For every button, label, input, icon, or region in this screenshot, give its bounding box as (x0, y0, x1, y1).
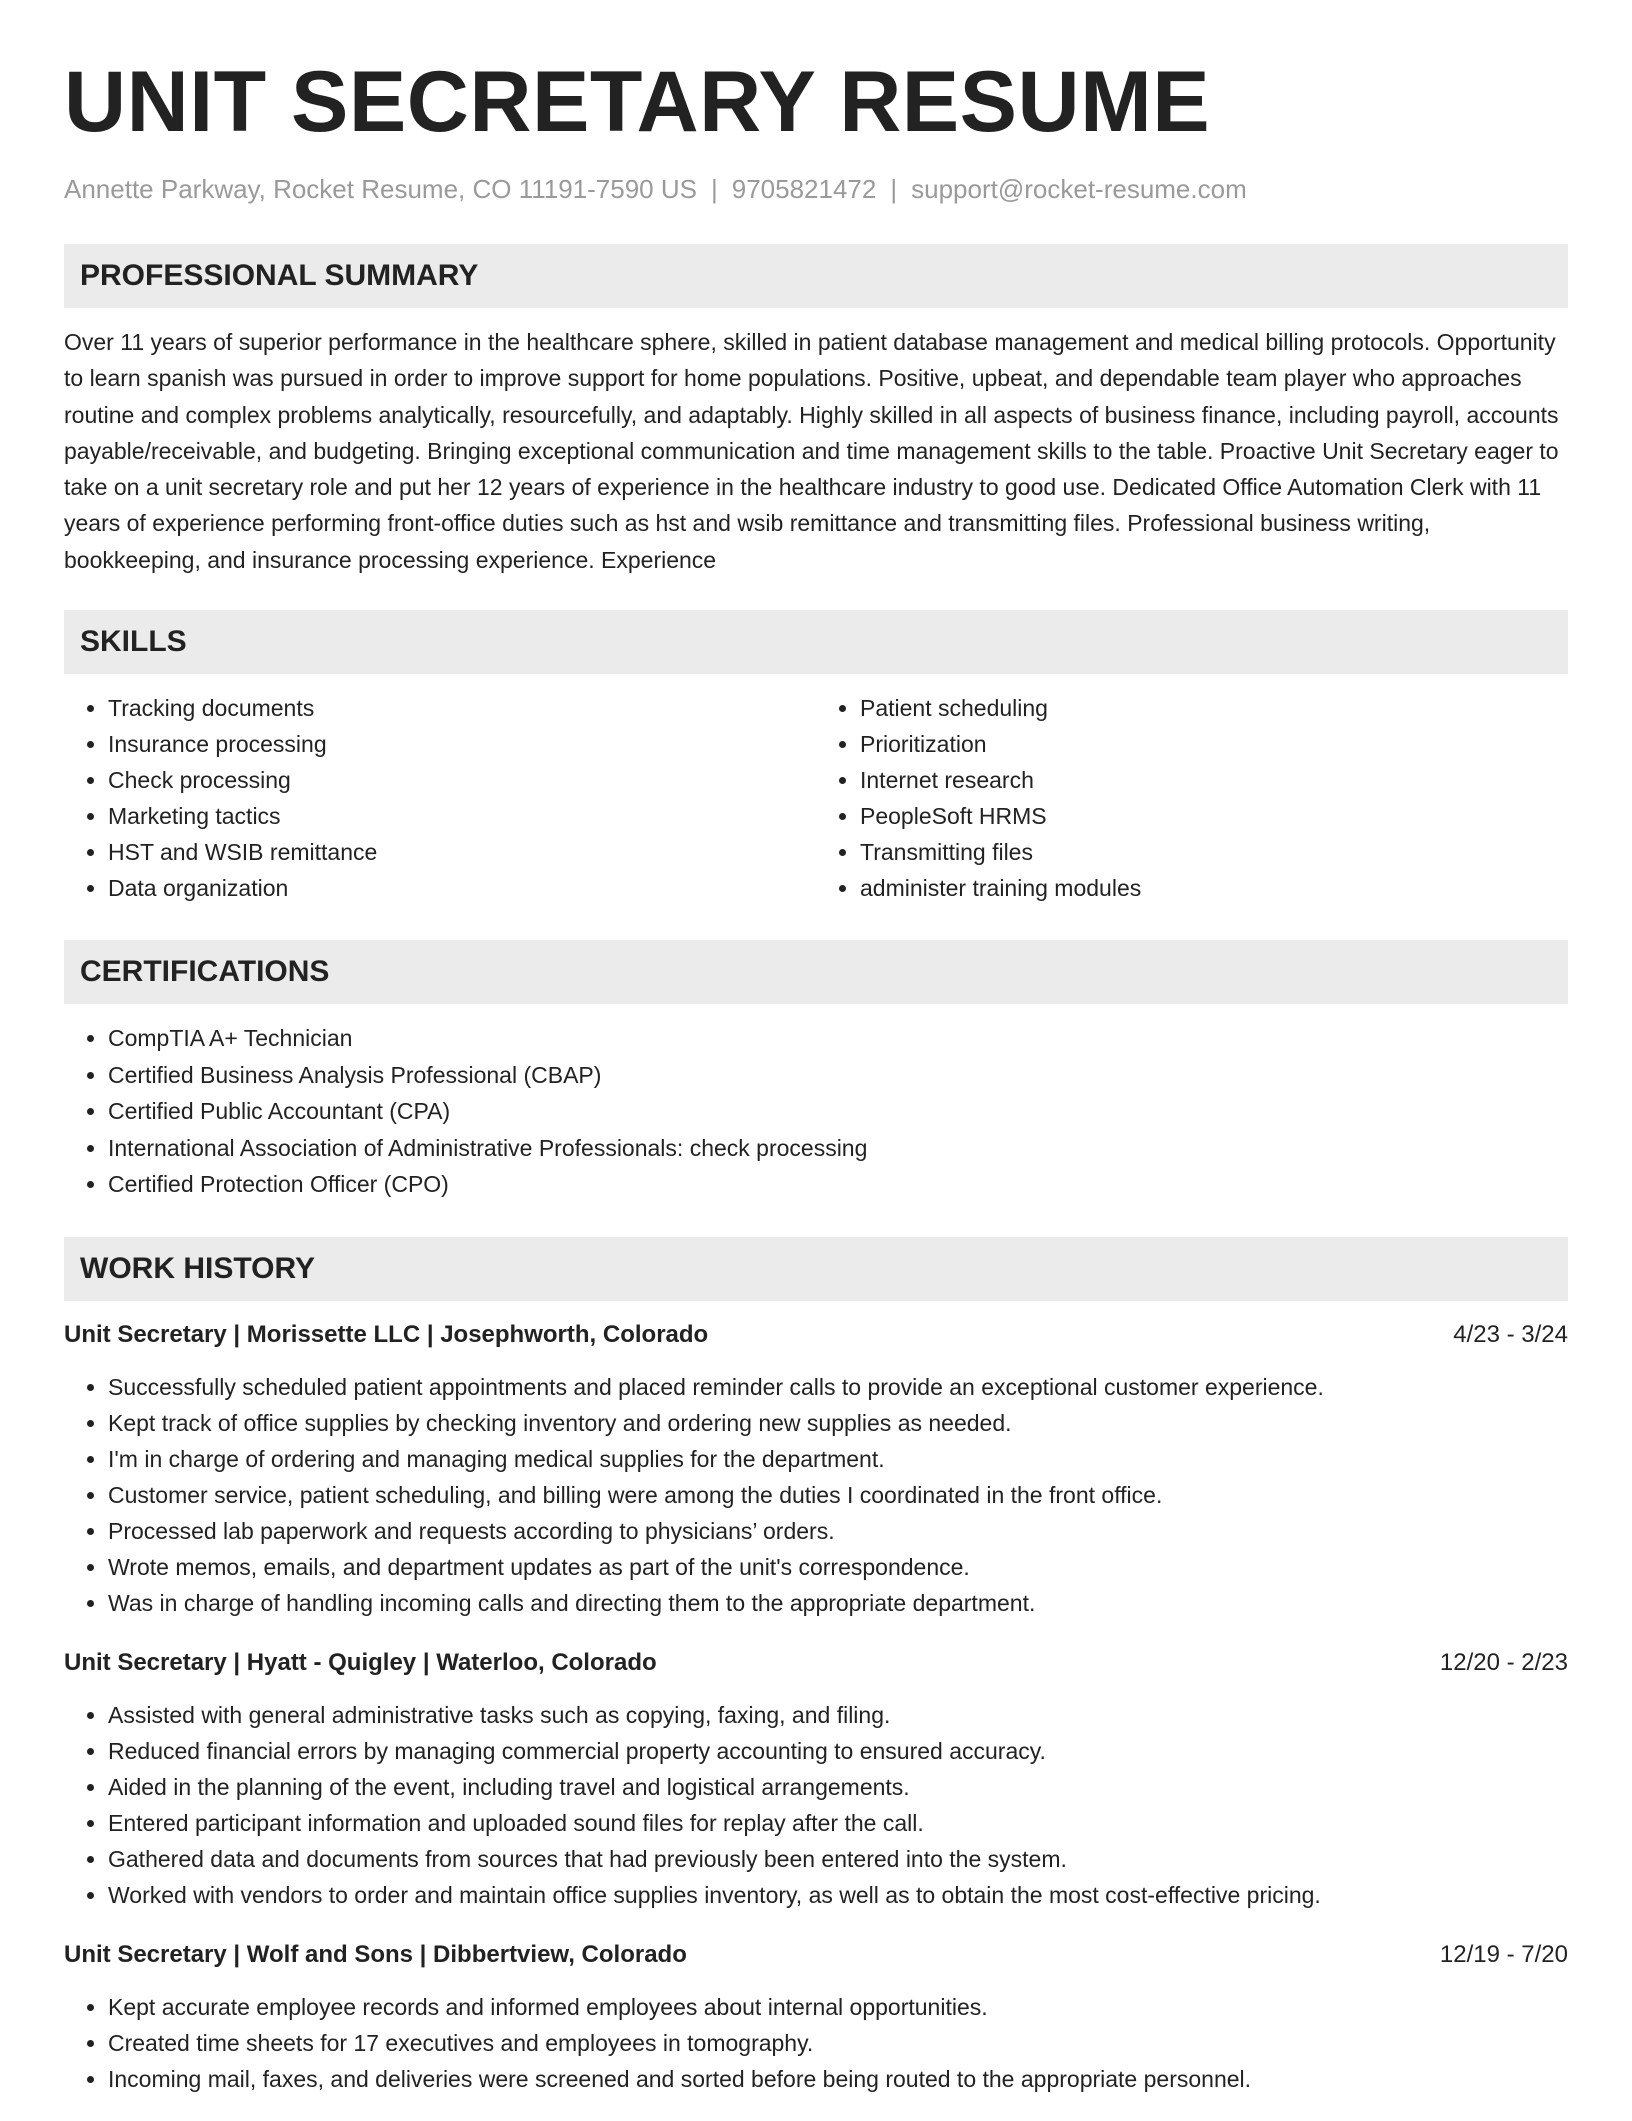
skills-heading: SKILLS (64, 610, 1568, 674)
job-duty: • Aided in the planning of the event, including travel and logistical arrangements. (108, 1769, 1568, 1805)
skill-item: • Insurance processing (108, 726, 816, 762)
job-title: Unit Secretary | Hyatt - Quigley | Waterloo, Colorado (64, 1648, 657, 1676)
job-duty: • Gathered data and documents from sources that had previously been entered into the system. (108, 1841, 1568, 1877)
certifications-section (64, 940, 1568, 1203)
job-duty: • Was in charge of handling incoming calls and directing them to the appropriate department. (108, 1585, 1568, 1621)
job-entry (64, 1645, 1568, 1913)
job-dates: 12/20 - 2/23 (1439, 1648, 1568, 1676)
skills-columns (64, 690, 1568, 906)
certifications-list (64, 1020, 1568, 1203)
skill-item: • Transmitting files (860, 834, 1568, 870)
job-entry (64, 1937, 1568, 2097)
job-dates: 4/23 - 3/24 (1453, 1320, 1568, 1348)
professional-summary-section (64, 244, 1568, 578)
job-duty: • Entered participant information and uploaded sound files for replay after the call. (108, 1805, 1568, 1841)
job-duty: • Processed lab paperwork and requests according to physicians’ orders. (108, 1513, 1568, 1549)
skills-list-right (816, 690, 1568, 906)
job-duty: • Created time sheets for 17 executives and employees in tomography. (108, 2025, 1568, 2061)
certification-item: • CompTIA A+ Technician (108, 1020, 1568, 1057)
job-duties-list (64, 1697, 1568, 1913)
work-history-heading: WORK HISTORY (64, 1237, 1568, 1301)
resume-title: UNIT SECRETARY RESUME (64, 54, 1211, 150)
job-duty: • Kept accurate employee records and informed employees about internal opportunities. (108, 1989, 1568, 2025)
skill-item: • PeopleSoft HRMS (860, 798, 1568, 834)
job-duty: • Successfully scheduled patient appointments and placed reminder calls to provide an exceptional customer experience. (108, 1369, 1568, 1405)
job-duty: • Kept track of office supplies by checking inventory and ordering new supplies as needed. (108, 1405, 1568, 1441)
work-history-section (64, 1237, 1568, 2097)
contact-separator: | (710, 174, 718, 204)
job-header (64, 1317, 1568, 1353)
skill-item: • Marketing tactics (108, 798, 816, 834)
skill-item: • Data organization (108, 870, 816, 906)
skill-item: • Check processing (108, 762, 816, 798)
certification-item: • Certified Protection Officer (CPO) (108, 1166, 1568, 1203)
job-title: Unit Secretary | Wolf and Sons | Dibbertview, Colorado (64, 1940, 687, 1968)
job-header (64, 1645, 1568, 1681)
skill-item: • Prioritization (860, 726, 1568, 762)
job-duty: • Assisted with general administrative tasks such as copying, faxing, and filing. (108, 1697, 1568, 1733)
job-entry (64, 1317, 1568, 1621)
contact-email[interactable]: support@rocket-resume.com (911, 174, 1247, 204)
resume-page (64, 0, 1568, 2121)
contact-phone: 9705821472 (731, 174, 877, 204)
skills-list-left (64, 690, 816, 906)
certifications-heading: CERTIFICATIONS (64, 940, 1568, 1004)
contact-separator: | (890, 174, 898, 204)
skill-item: • Patient scheduling (860, 690, 1568, 726)
job-duty: • Reduced financial errors by managing commercial property accounting to ensured accuracy. (108, 1733, 1568, 1769)
skills-section (64, 610, 1568, 906)
skill-item: • HST and WSIB remittance (108, 834, 816, 870)
job-duty: • I'm in charge of ordering and managing medical supplies for the department. (108, 1441, 1568, 1477)
job-duties-list (64, 1989, 1568, 2097)
skill-item: • Internet research (860, 762, 1568, 798)
contact-address: Annette Parkway, Rocket Resume, CO 11191-7590 US (64, 174, 697, 204)
job-duty: • Customer service, patient scheduling, and billing were among the duties I coordinated in the front office. (108, 1477, 1568, 1513)
job-duty: • Worked with vendors to order and maintain office supplies inventory, as well as to obtain the most cost-effective pricing. (108, 1877, 1568, 1913)
job-duty: • Incoming mail, faxes, and deliveries were screened and sorted before being routed to the appropriate personnel. (108, 2061, 1568, 2097)
certification-item: • Certified Public Accountant (CPA) (108, 1093, 1568, 1130)
contact-line (64, 172, 1568, 206)
skill-item: • administer training modules (860, 870, 1568, 906)
job-header (64, 1937, 1568, 1973)
job-dates: 12/19 - 7/20 (1439, 1940, 1568, 1968)
professional-summary-heading: PROFESSIONAL SUMMARY (64, 244, 1568, 308)
certification-item: • International Association of Administrative Professionals: check processing (108, 1130, 1568, 1167)
professional-summary-text: Over 11 years of superior performance in the healthcare sphere, skilled in patient database management and medical billing protocols. Opportunity to learn spanish was pursued in order to improve support for home populations. Positive, upbeat, and dependable team player who approaches routine and complex problems analytically, resourcefully, and adaptably. Highly skilled in all aspects of business finance, including payroll, accounts payable/receivable, and budgeting. Bringing exceptional communication and time management skills to the table. Proactive Unit Secretary eager to take on a unit secretary role and put her 12 years of experience in the healthcare industry to good use. Dedicated Office Automation Clerk with 11 years of experience performing front-office duties such as hst and wsib remittance and transmitting files. Professional business writing, bookkeeping, and insurance processing experience. Experience (64, 329, 1559, 573)
job-duty: • Wrote memos, emails, and department updates as part of the unit's correspondence. (108, 1549, 1568, 1585)
skill-item: • Tracking documents (108, 690, 816, 726)
certification-item: • Certified Business Analysis Professional (CBAP) (108, 1057, 1568, 1094)
job-title: Unit Secretary | Morissette LLC | Josephworth, Colorado (64, 1320, 709, 1348)
job-duties-list (64, 1369, 1568, 1621)
